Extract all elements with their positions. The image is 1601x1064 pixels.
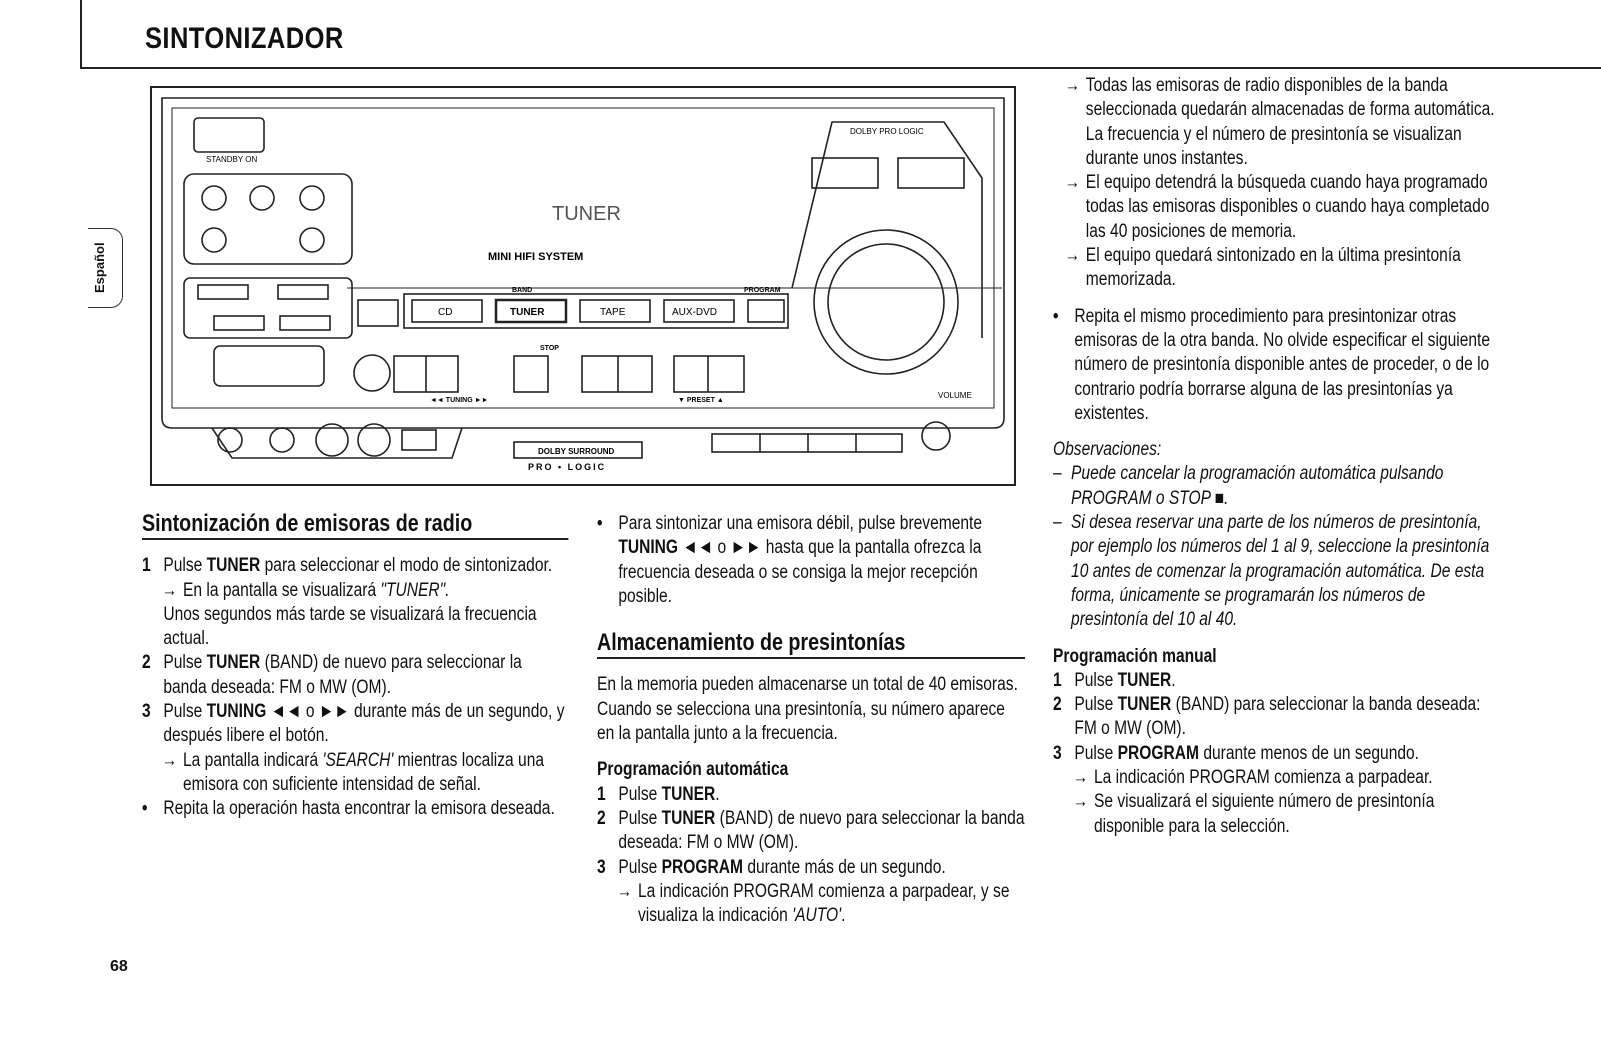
note-reserve: – Si desea reservar una parte de los números de presintonía, por ejemplo los números del 1 al 9, seleccione la presintonía 10 antes de comenzar la programación automática. De esta forma, únicamente se programarán los números de presintonía del 10 al 40. [1053,512,1490,631]
display-text: TUNER [552,203,621,225]
manual-step-3: 3 Pulse PROGRAM durante menos de un segundo. [1053,742,1420,764]
mini-hifi-label: MINI HIFI SYSTEM [488,251,584,263]
column-1 [142,512,568,822]
step-1: 1 Pulse TUNER para seleccionar el modo de sintonizador. [142,555,553,577]
auto-step-3-result: → La indicación PROGRAM comienza a parpadear, y se visualiza la indicación 'AUTO'. [616,880,1010,927]
result-last-preset: → El equipo quedará sintonizado en la última presintonía memorizada. [1064,245,1461,291]
auto-step-1: 1 Pulse TUNER. [597,783,720,805]
language-tab [88,228,123,308]
bullet-weak-station: • Para sintonizar una emisora débil, pulse brevemente TUNING ◄◄ o ►► hasta que la pantalla ofrezca la frecuencia deseada o se consiga la mejor recepción posible. [597,513,983,607]
step-3: 3 Pulse TUNING ◄◄ o ►► durante más de un segundo, y después libere el botón. [142,701,565,747]
column-2 [597,512,1025,928]
device-front-panel [152,88,1014,484]
prologic-label: DOLBY PRO LOGIC [850,127,924,136]
language-tab-label: Español [92,242,107,293]
header-vertical-rule [80,0,82,69]
step-1-note: Unos segundos más tarde se visualizará la frecuencia actual. [163,603,537,650]
tape-button: TAPE [600,307,626,318]
stop-label: STOP [540,345,559,352]
column-3 [1053,74,1502,839]
device-illustration [150,86,1016,486]
result-stop-search: → El equipo detendrá la búsqueda cuando haya programado todas las emisoras disponibles o cuando haya completado las 40 posiciones de memoria. [1064,172,1490,242]
page-number: 68 [110,958,128,975]
manual-step-2: 2 Pulse TUNER (BAND) para seleccionar la banda deseada: FM o MW (OM). [1053,694,1481,740]
section-heading-presets: Almacenamiento de presintonías [597,631,1025,659]
standby-label: STANDBY ON [206,155,258,164]
manual-step-3-result-2: → Se visualizará el siguiente número de presintonía disponible para la selección. [1072,791,1435,837]
bullet-other-band: • Repita el mismo procedimiento para presintonizar otras emisoras de la otra banda. No olvide especificar el siguiente número de presintonía disponible antes de proceder, o de lo contrario podría borrarse alguna de las presintonías ya existentes. [1053,305,1491,424]
step-1-result: → En la pantalla se visualizará "TUNER". [161,579,450,601]
dolby-surround-label: DOLBY SURROUND [538,447,615,456]
cd-button: CD [438,307,453,318]
auto-step-2: 2 Pulse TUNER (BAND) de nuevo para seleccionar la banda deseada: FM o MW (OM). [597,807,1025,854]
header-rule [80,67,1601,69]
section-heading-tuning: Sintonización de emisoras de radio [142,512,568,540]
result-all-stored: → Todas las emisoras de radio disponibles de la banda seleccionada quedarán almacenadas de forma automática. La frecuencia y el número de presintonía se visualizan durante unos instantes. [1064,75,1495,169]
preset-label: ▼ PRESET ▲ [678,397,724,404]
pro-logic-label: PRO • LOGIC [528,462,607,472]
page-title: SINTONIZADOR [145,22,344,55]
presets-intro: En la memoria pueden almacenarse un total de 40 emisoras. Cuando se selecciona una presintonía, su número aparece en la pantalla junto a la frecuencia. [597,674,1018,745]
subheading-auto: Programación automática [597,759,789,781]
band-label: BAND [512,287,533,294]
auxdvd-button: AUX-DVD [672,307,718,318]
observations-heading: Observaciones: [1053,439,1162,461]
tuning-label: ◄◄ TUNING ►► [430,397,489,404]
manual-step-3-result-1: → La indicación PROGRAM comienza a parpadear. [1072,767,1433,789]
subheading-manual: Programación manual [1053,645,1217,667]
step-2: 2 Pulse TUNER (BAND) de nuevo para seleccionar la banda deseada: FM o MW (OM). [142,652,522,698]
note-cancel: – Puede cancelar la programación automática pulsando PROGRAM o STOP ■. [1053,463,1444,509]
tuner-button: TUNER [510,307,545,318]
auto-step-3: 3 Pulse PROGRAM durante más de un segundo. [597,856,946,878]
bullet-repeat: • Repita la operación hasta encontrar la emisora deseada. [142,798,555,820]
program-label: PROGRAM [744,287,781,294]
step-3-result: → La pantalla indicará 'SEARCH' mientras localiza una emisora con suficiente intensidad de señal. [161,749,545,795]
manual-step-1: 1 Pulse TUNER. [1053,669,1176,691]
volume-label: VOLUME [938,391,972,400]
